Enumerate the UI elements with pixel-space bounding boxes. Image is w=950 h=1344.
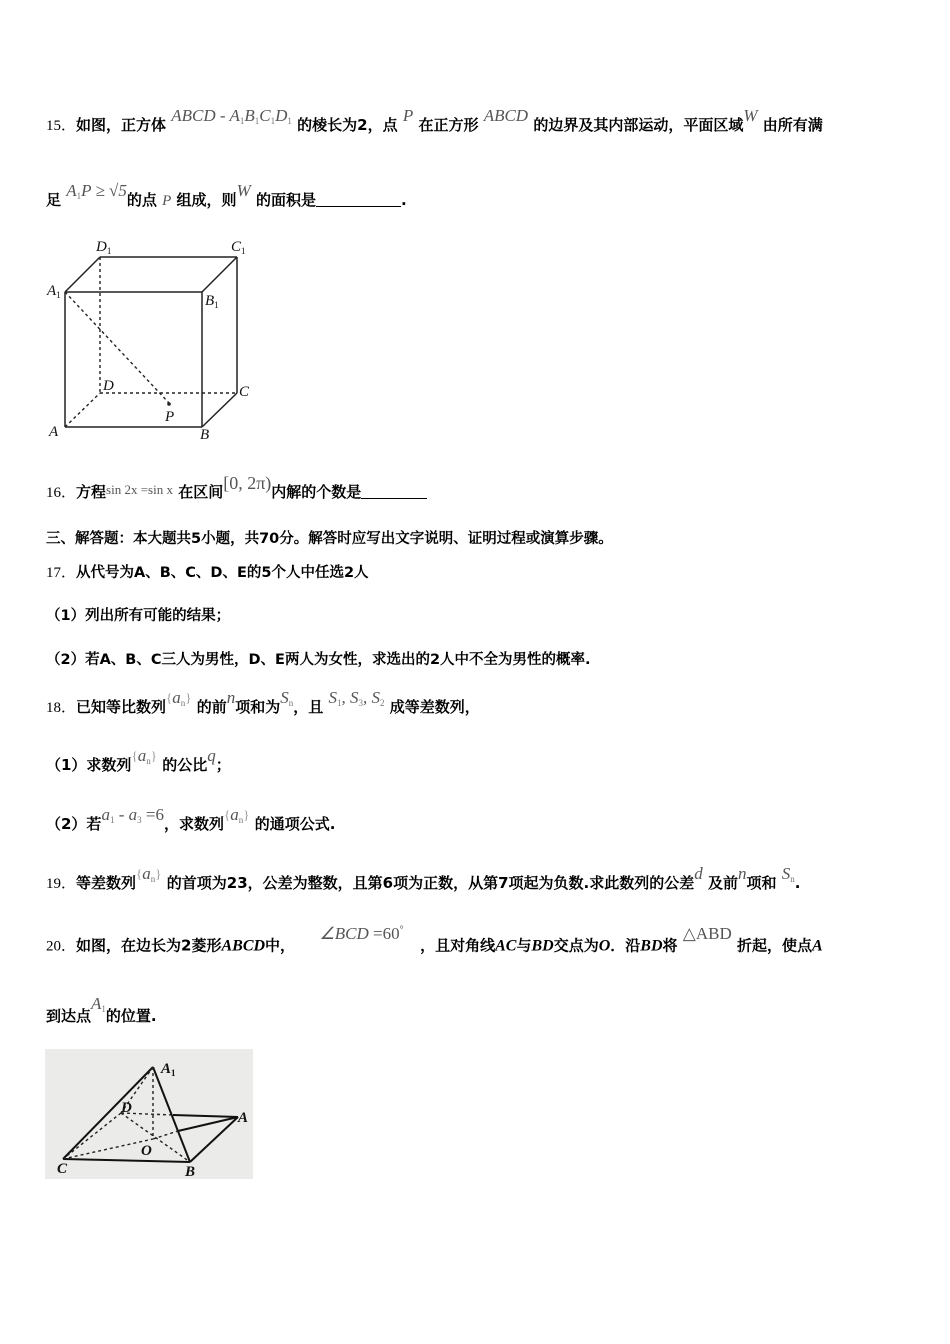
set-brace: { (166, 690, 173, 705)
q20-text: 交点为 (553, 936, 599, 955)
q18-text: 的通项公式. (254, 815, 336, 833)
bold-ABCD: ABCD (221, 937, 266, 955)
q15-text: 的点 (126, 191, 157, 209)
set-brace: } (185, 690, 192, 705)
q18-text: 项和为 (235, 698, 281, 716)
q16-text: 内解的个数是 (271, 483, 362, 501)
q15-text: 组成，则 (176, 191, 237, 209)
label-D1: $D_1$ (96, 239, 112, 256)
set-brace: } (243, 807, 250, 822)
set-brace: } (150, 748, 157, 763)
q16-text: 方程 (76, 483, 107, 501)
label-B: B (200, 427, 210, 443)
set-brace: { (131, 748, 138, 763)
set-brace: } (155, 866, 162, 881)
q18-text: （2）若 (46, 815, 102, 833)
folded-rhombus-figure (45, 1049, 253, 1179)
q15-line2 (46, 181, 407, 215)
label-O: O (141, 1143, 152, 1159)
label-A: A (49, 424, 59, 440)
math-condition: $a_1 - a_3 =6$ (101, 805, 164, 825)
label-C: C (57, 1161, 68, 1177)
math-angle: ∠BCD =60° (319, 923, 404, 943)
math-an: $a_n$ (230, 805, 244, 825)
math-an: $a_n$ (137, 746, 151, 766)
q18-text: （1）求数列 (46, 756, 132, 774)
q20-line1 (46, 923, 823, 957)
q16-text: 在区间 (178, 483, 224, 501)
q19-text: 及前 (707, 874, 738, 892)
math-an: $a_n$ (142, 864, 156, 884)
q20-text: 将 (662, 936, 678, 955)
q18-text: ，求数列 (163, 815, 224, 833)
q20-text: 到达点 (46, 1007, 92, 1025)
cube-figure (44, 233, 259, 443)
math-S-sequence: $S_1$, $S_3$, $S_2$ (328, 688, 385, 708)
label-D: D (103, 378, 114, 394)
q18-text: 的前 (196, 698, 227, 716)
label-D: D (121, 1100, 132, 1116)
math-Sn: $S_n$ (280, 688, 294, 708)
q18-text: 成等差数列， (389, 698, 480, 716)
q15-text: 由所有满 (762, 116, 823, 134)
q19-text: 项和 (746, 874, 777, 892)
label-B: B (185, 1164, 196, 1179)
q16-number: 16． (46, 485, 77, 501)
q16-line (46, 473, 427, 503)
math-d: d (694, 864, 703, 883)
math-condition: $A_1P \ge √5$ (66, 181, 127, 201)
q19-line (46, 864, 801, 898)
math-Sn: $S_n$ (781, 864, 795, 884)
bold-BD: BD (531, 937, 554, 955)
answer-blank[interactable] (361, 482, 427, 499)
q17-number: 17． (46, 565, 77, 581)
section-3-heading: 三、解答题：本大题共5小题，共70分。解答时应写出文字说明、证明过程或演算步骤。 (46, 531, 613, 547)
q20-text: 如图，在边长为2菱形 (76, 936, 222, 955)
q15-number: 15． (46, 118, 77, 134)
math-W: W (236, 181, 251, 200)
q20-text: 的位置. (105, 1007, 157, 1025)
label-C: C (239, 384, 250, 400)
q19-text: 的首项为23，公差为整数，且第6项为正数，从第7项起为负数.求此数列的公差 (166, 874, 695, 892)
bold-BD: BD (640, 937, 663, 955)
math-n: n (737, 864, 747, 883)
q19-text: . (794, 874, 801, 892)
math-A1: $A_1$ (91, 994, 106, 1014)
q17-text: 从代号为A、B、C、D、E的5个人中任选2人 (76, 565, 369, 581)
q20-text: 折起，使点 (736, 936, 812, 955)
q15-text: 的棱长为2，点 (297, 116, 398, 134)
math-W: W (743, 106, 758, 125)
math-interval: [0, 2π) (223, 473, 272, 493)
math-an: $a_n$ (172, 688, 186, 708)
math-P: P (402, 106, 414, 125)
answer-blank[interactable] (316, 190, 401, 207)
set-brace: { (223, 807, 231, 822)
math-triangle-ABD: △ABD (682, 923, 732, 943)
label-A1: $A_1$ (47, 283, 61, 300)
period: . (400, 191, 407, 209)
q20-text: 与 (516, 936, 532, 955)
q20-text: 中， (265, 936, 296, 955)
label-B1: $B_1$ (205, 293, 219, 310)
math-q: q (207, 746, 216, 765)
q18-text: 已知等比数列 (76, 698, 167, 716)
math-P: P (162, 193, 172, 209)
math-ABCD: ABCD (483, 106, 529, 125)
label-A: A (238, 1110, 249, 1126)
q18-text: ； (215, 756, 231, 774)
q15-text: 在正方形 (418, 116, 479, 134)
bold-A: A (812, 937, 823, 955)
q18-text: ，且 (293, 698, 324, 716)
q15-text: 的面积是 (255, 191, 316, 209)
q18-number: 18． (46, 700, 77, 716)
math-n: n (226, 688, 236, 707)
q15-line1 (46, 106, 823, 140)
q20-line2 (46, 994, 157, 1031)
q18-part1 (46, 746, 231, 780)
bold-O: O (598, 937, 611, 955)
q20-text: ，且对角线 (420, 936, 496, 955)
label-A1: $A_1$ (161, 1061, 176, 1078)
math-equation: sin 2x =sin x (106, 482, 173, 497)
q18-text: 的公比 (162, 756, 208, 774)
math-cube-name: ABCD - $A_1B_1C_1D_1$ (171, 106, 292, 126)
q18-part2 (46, 805, 336, 839)
q18-stem (46, 688, 480, 722)
q15-text: 如图，正方体 (76, 116, 167, 134)
label-P: P (165, 409, 175, 425)
q20-text: ．沿 (610, 936, 641, 955)
q15-text: 的边界及其内部运动，平面区域 (533, 116, 744, 134)
q17-part1: （1）列出所有可能的结果； (46, 608, 231, 624)
q17-part2: （2）若A、B、C三人为男性，D、E两人为女性，求选出的2人中不全为男性的概率. (46, 652, 591, 668)
bold-AC: AC (495, 937, 517, 955)
q15-text: 足 (46, 191, 62, 209)
label-C1: $C_1$ (231, 239, 246, 256)
q20-number: 20． (46, 938, 77, 955)
q17-stem (46, 563, 369, 583)
q19-number: 19． (46, 876, 77, 892)
q19-text: 等差数列 (76, 874, 137, 892)
set-brace: { (136, 866, 143, 881)
